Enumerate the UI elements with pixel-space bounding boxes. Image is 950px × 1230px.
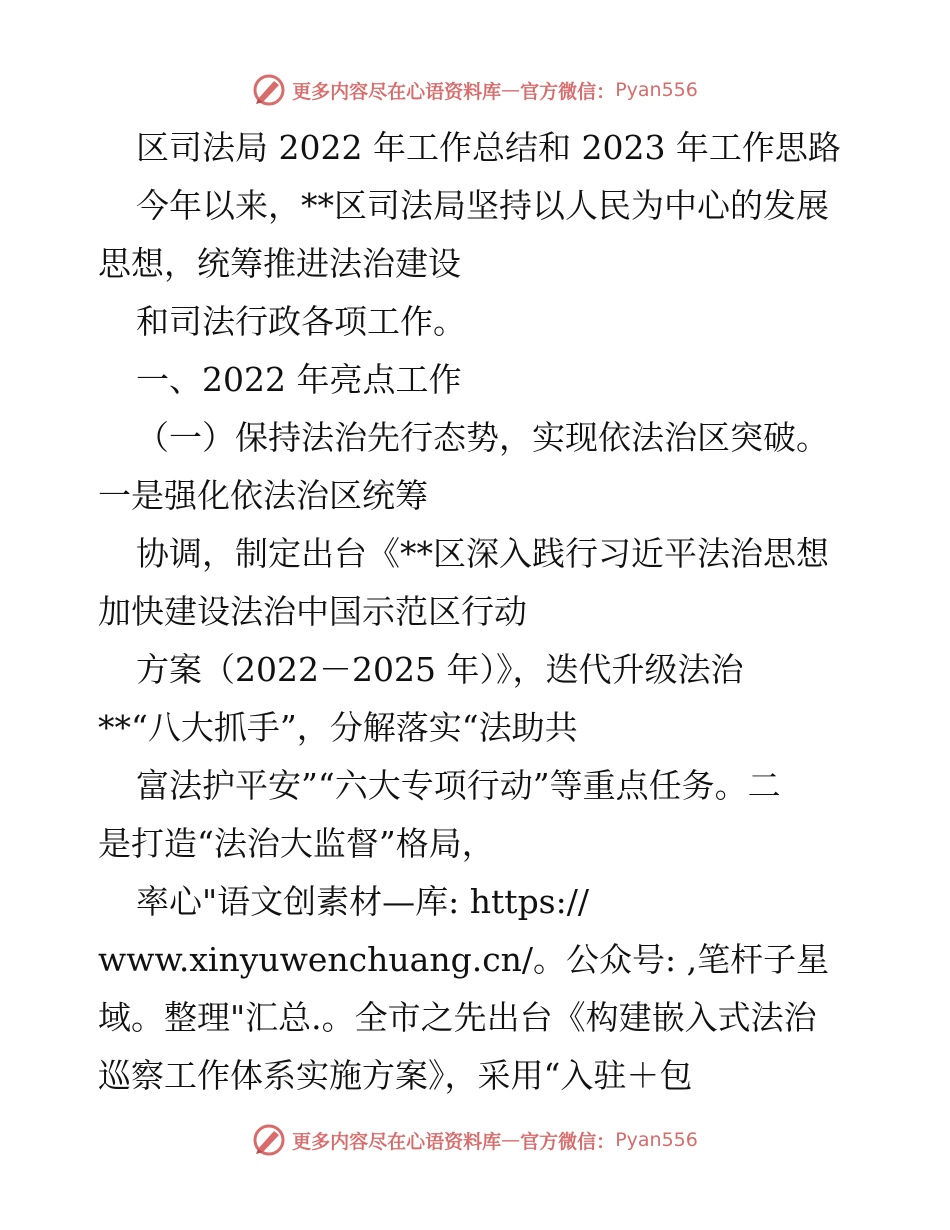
body-line: 加快建设法治中国示范区行动 [98, 592, 527, 631]
banner-official-label: 官方微信： [520, 80, 616, 103]
body-line: 方案（2022－2025 年）》，迭代升级法治 [136, 650, 744, 689]
body-line: 思想，统筹推进法治建设 [98, 244, 461, 283]
body-line: 今年以来，**区司法局坚持以人民为中心的发展 [136, 186, 829, 225]
body-line: **“八大抓手”，分解落实“法助共 [98, 708, 578, 747]
body-line: 是打造“法治大监督”格局， [98, 824, 495, 863]
pen-circle-logo-icon [252, 73, 286, 107]
section-heading: 一、2022 年亮点工作 [136, 360, 462, 399]
banner-wechat-id: Pyan556 [615, 1129, 698, 1151]
body-line: 和司法行政各项工作。 [136, 302, 466, 341]
subsection-heading: （一）保持法治先行态势，实现依法治区突破。 [136, 418, 829, 457]
body-line: 域。整理"汇总.。全市之先出台《构建嵌入式法治 [98, 998, 817, 1037]
banner-library-text: 更多内容尽在心语资料库 [292, 1130, 502, 1153]
document-body [98, 119, 858, 1105]
body-line: 协调，制定出台《**区深入践行习近平法治思想 [136, 534, 829, 573]
banner-official-label: 官方微信： [520, 1130, 616, 1153]
body-line: 一是强化依法治区统筹 [98, 476, 428, 515]
banner-separator: — [501, 79, 521, 101]
body-line: 率心"语文创素材—库: https:// [136, 882, 589, 921]
body-line: 富法护平安”“六大专项行动”等重点任务。二 [136, 766, 781, 805]
banner-library-text: 更多内容尽在心语资料库 [292, 80, 502, 103]
body-line: 巡察工作体系实施方案》，采用“入驻＋包 [98, 1056, 693, 1095]
pen-circle-logo-icon [252, 1123, 286, 1157]
footer-banner [0, 1120, 950, 1160]
banner-wechat-id: Pyan556 [615, 79, 698, 101]
body-line: www.xinyuwenchuang.cn/。公众号: ,笔杆子星 [98, 940, 830, 979]
header-banner [0, 70, 950, 110]
banner-separator: — [501, 1129, 521, 1151]
doc-title: 区司法局 2022 年工作总结和 2023 年工作思路 [136, 128, 841, 167]
